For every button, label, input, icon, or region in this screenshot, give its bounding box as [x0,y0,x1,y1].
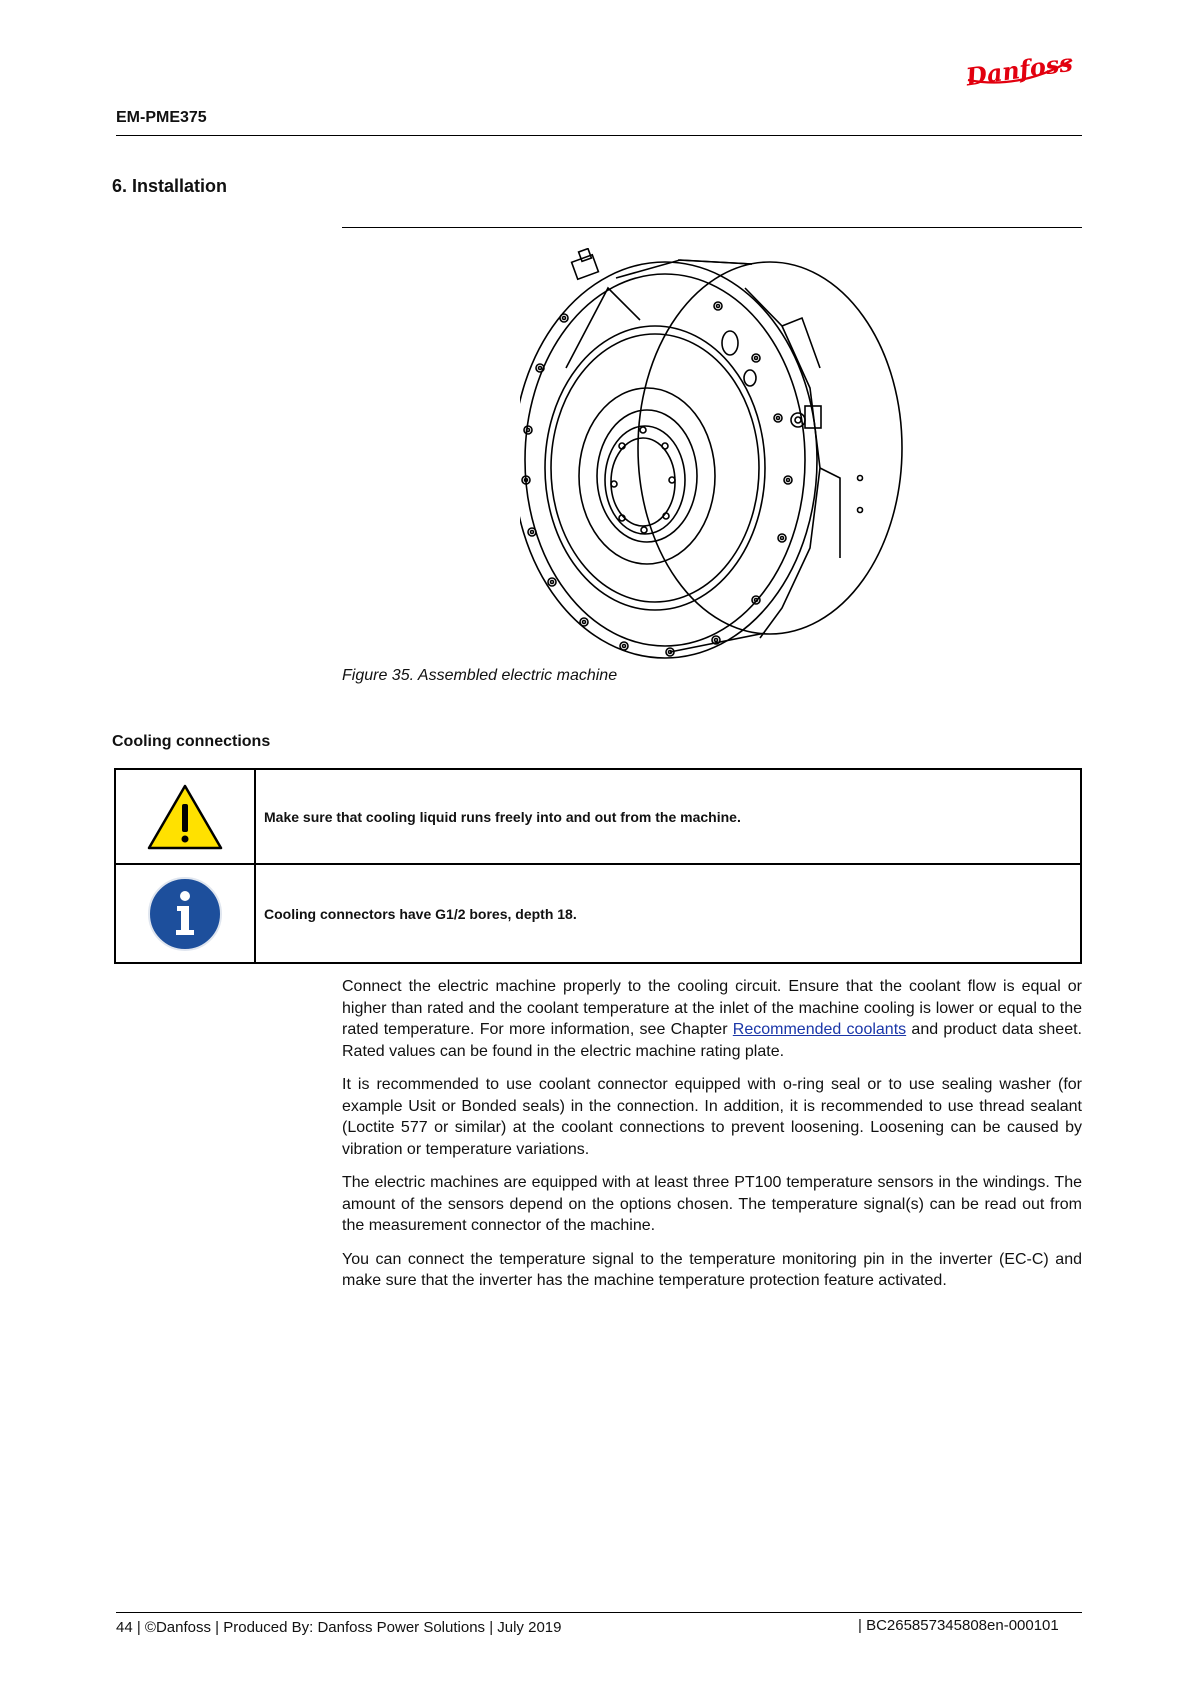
paragraph-temperature-signal: You can connect the temperature signal to the temperature monitoring pin in the inverter (EC-C) and make sure that the inverter has the machine temperature protection feature activated. [342,1250,1082,1289]
footer-left: 44 | ©Danfoss | Produced By: Danfoss Power Solutions | July 2019 [116,1619,562,1636]
warning-icon [116,770,256,863]
logo-text: Danfoss [964,50,1075,92]
paragraph-cooling-circuit: Connect the electric machine properly to the cooling circuit. Ensure that the coolant flow is equal or higher than rated and the coolant temperature at the inlet of the machine cooling is lower or equal to the rated temperature. For more information, see Chapter Recommended coolants and product data sheet. Rated values can be found in the electric machine rating plate. [342,978,1082,1060]
warning-note-text: Make sure that cooling liquid runs freely into and out from the machine. [264,808,741,825]
document-id: EM-PME375 [116,109,207,126]
paragraph-sensors: The electric machines are equipped with at least three PT100 temperature sensors in the windings. The amount of the sensors depend on the options chosen. The temperature signal(s) can be read out from the measurement connector of the machine. [342,1174,1082,1234]
danfoss-logo [960,50,1080,94]
notes-table [114,768,1082,964]
footer-right: | BC265857345808en-000101 [858,1617,1059,1634]
info-icon [116,865,256,962]
recommended-coolants-link[interactable]: Recommended coolants [732,1021,907,1038]
info-note [116,863,1080,962]
header-divider [116,135,1082,136]
warning-note [116,770,1080,863]
cooling-connections-title: Cooling connections [112,733,271,750]
electric-machine-figure [520,248,910,668]
body-text [342,976,1082,1304]
footer-divider [116,1612,1082,1613]
info-note-text: Cooling connectors have G1/2 bores, depth 18. [264,905,577,922]
paragraph-sealing: It is recommended to use coolant connector equipped with o-ring seal or to use sealing washer (for example Usit or Bonded seals) in the connection. In addition, it is recommended to use thread sealant (Loctite 577 or similar) at the coolant connections to prevent loosening. Loosening can be caused by vibration or temperature variations. [342,1076,1082,1158]
section-title: 6. Installation [112,176,228,196]
figure-divider [342,227,1082,228]
figure-caption: Figure 35. Assembled electric machine [342,667,618,684]
